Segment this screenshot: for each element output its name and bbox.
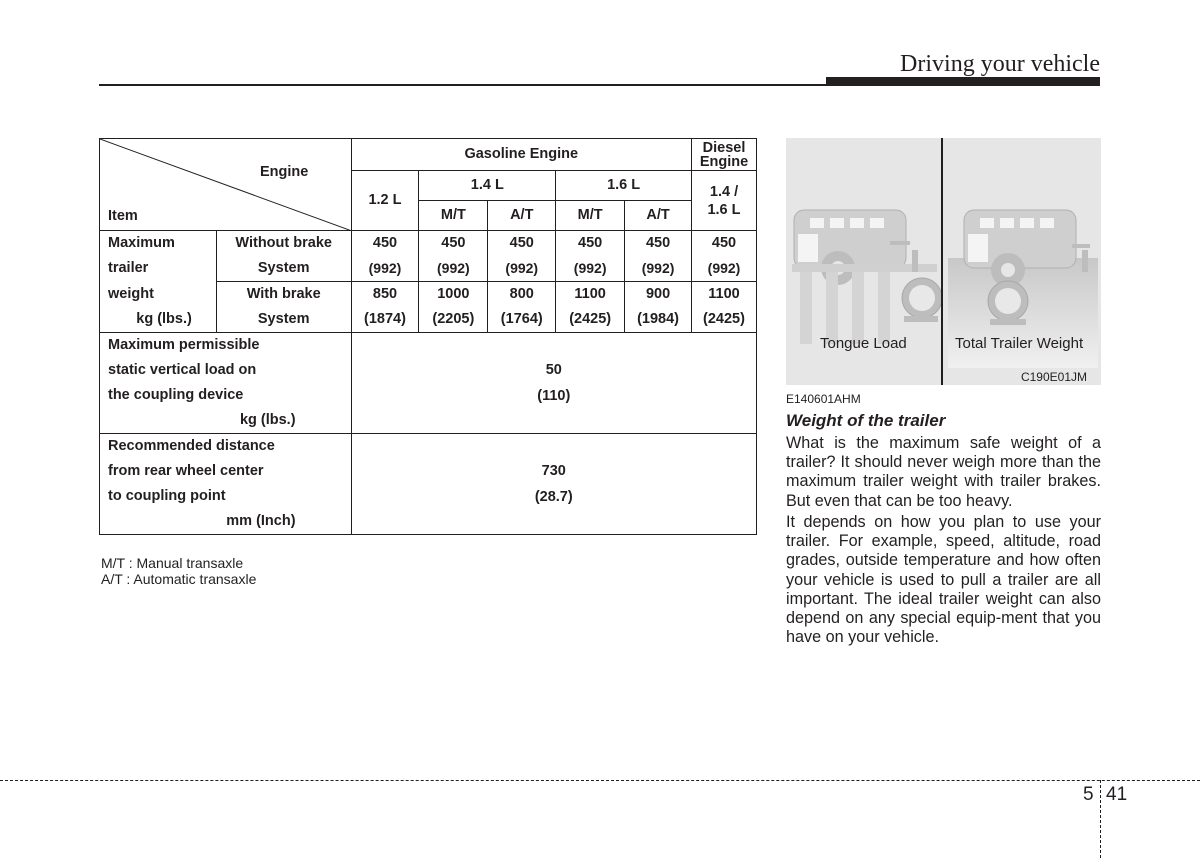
table-cell: (2205)	[419, 307, 488, 333]
table-cell: 450	[625, 231, 692, 257]
gasoline-1-4-header: 1.4 L	[419, 171, 556, 201]
vertical-load-value-cell: 50 (110)	[351, 333, 756, 434]
table-cell: 800	[488, 282, 556, 308]
trailer-spec-table	[99, 138, 757, 535]
gasoline-engine-header: Gasoline Engine	[351, 139, 691, 171]
table-notes	[101, 555, 256, 587]
vertical-load-label: static vertical load on	[100, 358, 352, 383]
trailer-sub-label: Without brake	[216, 231, 351, 257]
total-weight-caption: Total Trailer Weight	[955, 335, 1084, 352]
footer-rule	[0, 780, 1200, 781]
note-at: A/T : Automatic transaxle	[101, 571, 257, 587]
table-corner-cell	[100, 139, 352, 231]
trailer-label: Maximum	[100, 231, 217, 257]
distance-label: from rear wheel center	[100, 459, 352, 484]
at-header: A/T	[488, 201, 556, 231]
diesel-engine-header: Diesel Engine	[692, 139, 757, 171]
at-header: A/T	[625, 201, 692, 231]
table-cell: (992)	[625, 256, 692, 282]
table-cell: 1100	[556, 282, 625, 308]
page-number: 41	[1106, 784, 1128, 805]
table-cell: 450	[692, 231, 757, 257]
table-cell: 900	[625, 282, 692, 308]
engine-header-label: Engine	[260, 164, 309, 180]
paragraph-1: What is the maximum safe weight of a trailer? It should never weigh more than the maximum trailer weight with trailer brakes. But even that can be too heavy.	[786, 434, 1101, 510]
paragraph-2: It depends on how you plan to use your trailer. For example, speed, altitude, road grades, outside temperature and how often your vehicle is used to pull a trailer are all important. The ideal trailer weight can also depend on any special equip-ment that you have on your vehicle.	[786, 513, 1101, 647]
trailer-label: weight	[100, 282, 217, 308]
trailer-weight-figure	[786, 138, 1101, 385]
mt-header: M/T	[419, 201, 488, 231]
table-cell: 450	[556, 231, 625, 257]
gasoline-1-2-header: 1.2 L	[351, 171, 419, 231]
table-cell: 450	[351, 231, 419, 257]
tongue-load-caption: Tongue Load	[820, 335, 907, 352]
table-cell: (1984)	[625, 307, 692, 333]
trailer-label: trailer	[100, 256, 217, 282]
table-cell: 850	[351, 282, 419, 308]
table-cell: 1000	[419, 282, 488, 308]
tongue-load-scene	[792, 210, 942, 344]
distance-label: Recommended distance	[100, 434, 352, 460]
figure-divider	[941, 138, 943, 385]
vertical-load-unit: kg (lbs.)	[100, 408, 352, 434]
table-cell: (992)	[419, 256, 488, 282]
diesel-size-header: 1.4 / 1.6 L	[692, 171, 757, 231]
table-cell: (2425)	[556, 307, 625, 333]
table-cell: (992)	[692, 256, 757, 282]
table-cell: (1764)	[488, 307, 556, 333]
footer-divider	[1100, 780, 1101, 858]
gasoline-1-6-header: 1.6 L	[556, 171, 692, 201]
reference-code: E140601AHM	[786, 392, 861, 406]
table-cell: (2425)	[692, 307, 757, 333]
vertical-load-label: the coupling device	[100, 383, 352, 408]
table-cell: 1100	[692, 282, 757, 308]
trailer-unit-label: kg (lbs.)	[100, 307, 217, 333]
note-mt: M/T : Manual transaxle	[101, 555, 244, 571]
chapter-number: 5	[1083, 784, 1094, 805]
section-title: Driving your vehicle	[900, 51, 1100, 77]
table-cell: (992)	[488, 256, 556, 282]
trailer-sub-label: System	[216, 307, 351, 333]
table-cell: (1874)	[351, 307, 419, 333]
table-cell: 450	[488, 231, 556, 257]
trailer-sub-label: With brake	[216, 282, 351, 308]
trailer-sub-label: System	[216, 256, 351, 282]
mt-header: M/T	[556, 201, 625, 231]
subheading: Weight of the trailer	[786, 411, 946, 430]
distance-label: to coupling point	[100, 484, 352, 509]
vertical-load-label: Maximum permissible	[100, 333, 352, 359]
distance-unit: mm (Inch)	[100, 509, 352, 535]
table-cell: (992)	[351, 256, 419, 282]
header-rule-accent	[826, 77, 1100, 85]
item-header-label: Item	[108, 208, 138, 224]
distance-value-cell: 730 (28.7)	[351, 434, 756, 535]
table-cell: (992)	[556, 256, 625, 282]
table-cell: 450	[419, 231, 488, 257]
figure-code: C190E01JM	[1020, 370, 1087, 384]
